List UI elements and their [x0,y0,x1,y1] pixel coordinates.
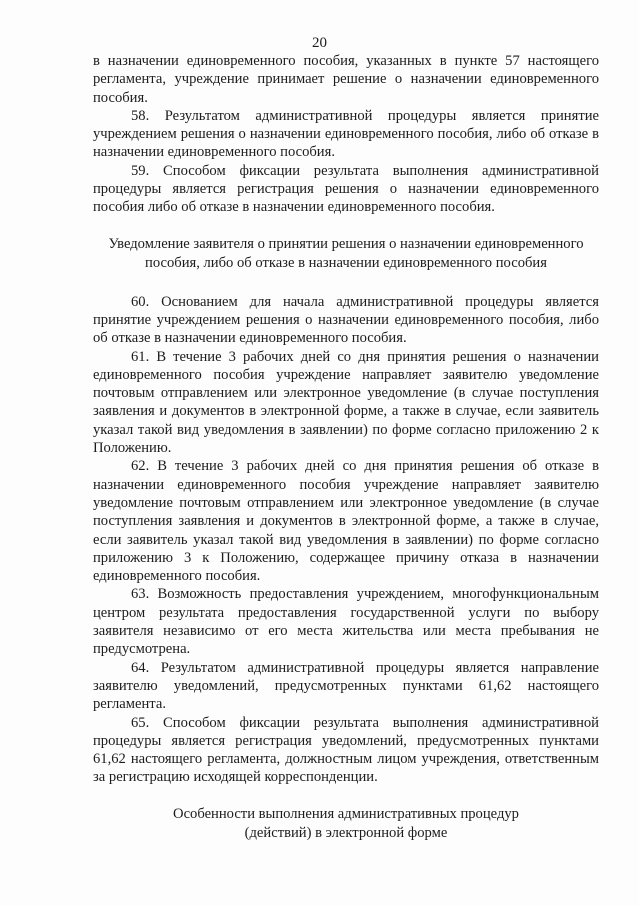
paragraph-61: 61. В течение 3 рабочих дней со дня принятия решения о назначении единовременного пособия учреждение направляет заявителю уведомление почтовым отправлением или электронное уведомление (в случае поступления заявления и документов в электронной форме, а также в случае, если заявитель указал такой вид уведомления в заявлении) по форме согласно приложению 2 к Положению. [93,348,599,457]
paragraph-62: 62. В течение 3 рабочих дней со дня принятия решения об отказе в назначении единовременного пособия учреждение направляет заявителю уведомление почтовым отправлением или электронное уведомление (в случае поступления заявления и документов в электронной форме, а также в случае, если заявитель указал такой вид уведомления в заявлении) по форме согласно приложению 3 к Положению, содержащее причину отказа в назначении единовременного пособия. [93,458,599,585]
paragraph-60: 60. Основанием для начала административной процедуры является принятие учреждением решения о назначении единовременного пособия, либо об отказе в назначении единовременного пособия. [93,293,599,347]
paragraph-58: 58. Результатом административной процедуры является принятие учреждением решения о назначении единовременного пособия, либо об отказе в назначении единовременного пособия. [93,107,599,161]
paragraph-65: 65. Способом фиксации результата выполнения административной процедуры является регистрация уведомлений, предусмотренных пунктами 61,62 настоящего регламента, должностным лицом учреждения, ответственным за регистрацию исходящей корреспонденции. [93,714,599,786]
section-heading-electronic-form-line-1: Особенности выполнения административных процедур [173,805,519,822]
section-heading-electronic-form-line-2: (действий) в электронной форме [244,824,448,841]
paragraph-59: 59. Способом фиксации результата выполнения административной процедуры является регистрация решения о назначении единовременного пособия либо об отказе в назначении единовременного пособия. [93,162,599,216]
section-heading-electronic-form [93,805,599,843]
section-heading-notification [93,235,599,273]
paragraph-57-continuation: в назначении единовременного пособия, указанных в пункте 57 настоящего регламента, учреждение принимает решение о назначении единовременного пособия. [93,53,599,106]
paragraph-63: 63. Возможность предоставления учреждением, многофункциональным центром результата предоставления государственной услуги по выбору заявителя независимо от его места жительства или места пребывания не предусмотрена. [93,586,599,658]
section-heading-notification-line-2: пособия, либо об отказе в назначении единовременного пособия [145,254,547,271]
paragraph-64: 64. Результатом административной процедуры является направление заявителю уведомлений, предусмотренных пунктами 61,62 настоящего регламента. [93,659,599,713]
page-number: 20 [312,35,327,51]
section-heading-notification-line-1: Уведомление заявителя о принятии решения о назначении единовременного [108,235,584,252]
document-body [93,52,599,843]
